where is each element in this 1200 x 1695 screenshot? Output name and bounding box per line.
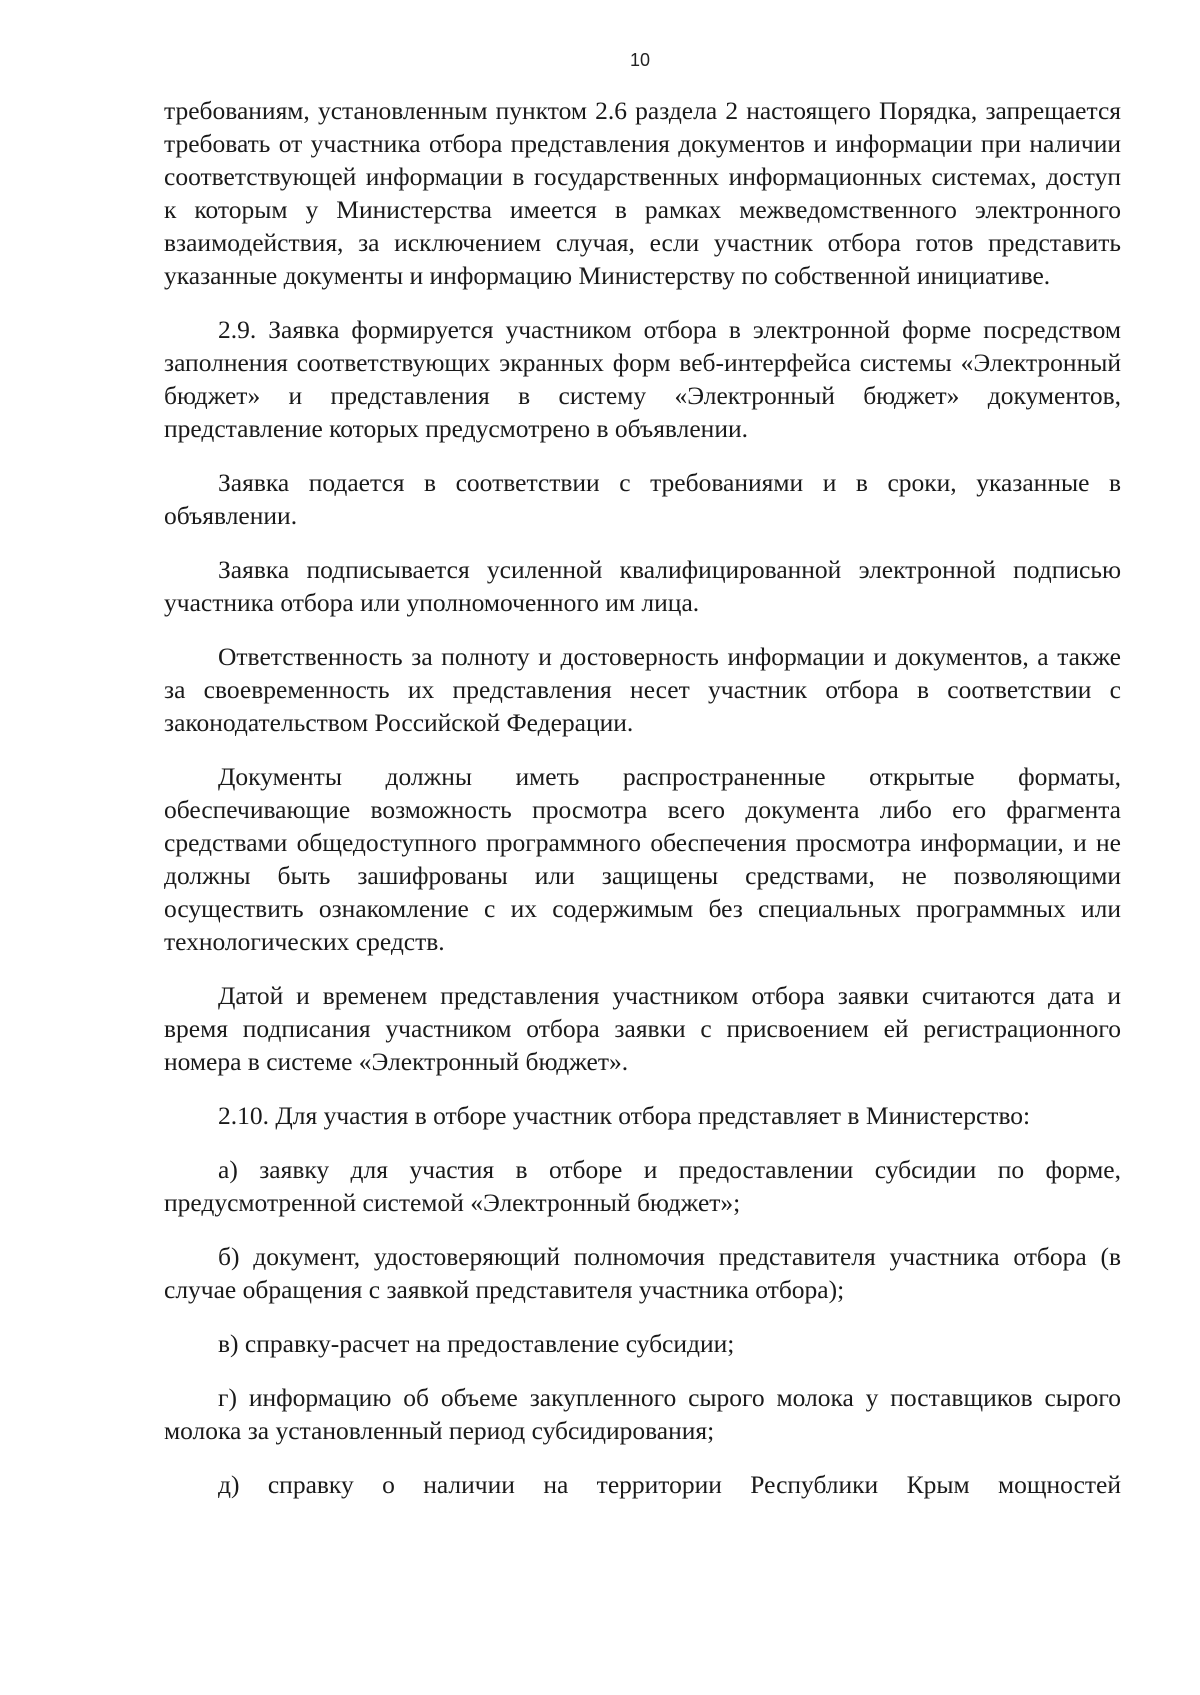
paragraph-signature: Заявка подписывается усиленной квалифицированной электронной подписью участника отбора или уполномоченного им лица. [164, 555, 1121, 617]
paragraph-responsibility: Ответственность за полноту и достоверность информации и документов, а также за своевременность их представления несет участник отбора в соответствии с законодательством Российской Федерации. [164, 642, 1121, 737]
list-item-g: г) информацию об объеме закупленного сырого молока у поставщиков сырого молока за установленный период субсидирования; [164, 1383, 1121, 1445]
list-item-v: в) справку-расчет на предоставление субсидии; [218, 1329, 735, 1358]
paragraph-2-10: 2.10. Для участия в отборе участник отбора представляет в Министерство: [218, 1101, 1031, 1130]
paragraph-submission-date: Датой и временем представления участником отбора заявки считаются дата и время подписания участником отбора заявки с присвоением ей регистрационного номера в системе «Электронный бюджет». [164, 981, 1121, 1076]
list-item-a: а) заявку для участия в отборе и предоставлении субсидии по форме, предусмотренной системой «Электронный бюджет»; [164, 1155, 1121, 1217]
list-item-b: б) документ, удостоверяющий полномочия представителя участника отбора (в случае обращения с заявкой представителя участника отбора); [164, 1242, 1121, 1304]
page-number: 10 [629, 50, 651, 70]
paragraph-submission-terms: Заявка подается в соответствии с требованиями и в сроки, указанные в объявлении. [164, 468, 1121, 530]
paragraph-continuation: требованиям, установленным пунктом 2.6 раздела 2 настоящего Порядка, запрещается требовать от участника отбора представления документов и информации при наличии соответствующей информации в государственных информационных системах, доступ к которым у Министерства имеется в рамках межведомственного электронного взаимодействия, за исключением случая, если участник отбора готов представить указанные документы и информацию Министерству по собственной инициативе. [164, 96, 1121, 290]
document-body [164, 94, 1121, 1501]
paragraph-2-9: 2.9. Заявка формируется участником отбора в электронной форме посредством заполнения соответствующих экранных форм веб-интерфейса системы «Электронный бюджет» и представления в систему «Электронный бюджет» документов, представление которых предусмотрено в объявлении. [164, 315, 1121, 443]
list-item-d: д) справку о наличии на территории Республики Крым мощностей [218, 1470, 1121, 1499]
paragraph-document-formats: Документы должны иметь распространенные открытые форматы, обеспечивающие возможность просмотра всего документа либо его фрагмента средствами общедоступного программного обеспечения просмотра информации, и не должны быть зашифрованы или защищены средствами, не позволяющими осуществить ознакомление с их содержимым без специальных программных или технологических средств. [164, 762, 1121, 956]
